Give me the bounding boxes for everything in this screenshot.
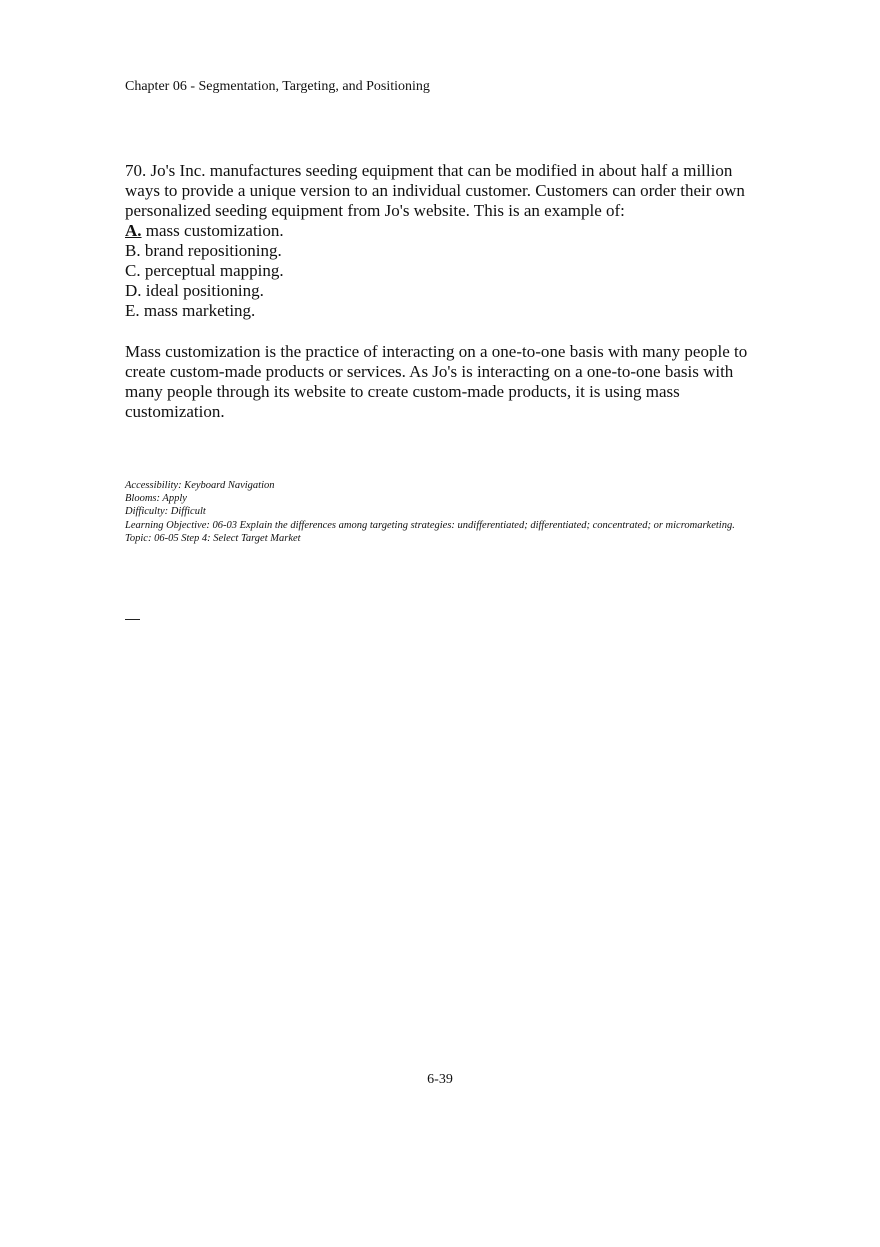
- option-d-text: ideal positioning.: [145, 281, 264, 300]
- question-metadata: [125, 479, 735, 545]
- question-text: Jo's Inc. manufactures seeding equipment that can be modified in about half a million ways to provide a unique version to an individual customer. Customers can order their own personalized seeding equipment from Jo's website. This is an example of:: [125, 161, 745, 220]
- meta-blooms: Blooms: Apply: [125, 493, 187, 505]
- option-b: [125, 241, 765, 261]
- meta-learning-objective: Learning Objective: 06-03 Explain the differences among targeting strategies: undifferentiated; differentiated; concentrated; or micromarketing.: [125, 519, 735, 531]
- meta-difficulty: Difficulty: Difficult: [125, 506, 206, 518]
- answer-options: [125, 221, 765, 321]
- question-number: 70.: [125, 161, 147, 180]
- page-number: 6-39: [427, 1072, 453, 1087]
- meta-accessibility: Accessibility: Keyboard Navigation: [125, 480, 275, 491]
- option-a-text: mass customization.: [145, 221, 284, 240]
- option-e-letter: E.: [125, 301, 140, 320]
- option-d: [125, 281, 765, 301]
- question-block: [125, 161, 765, 321]
- option-c: [125, 261, 765, 281]
- chapter-header: [125, 78, 430, 96]
- question-stem: [125, 161, 765, 221]
- chapter-title: Chapter 06 - Segmentation, Targeting, and Positioning: [125, 79, 430, 94]
- answer-explanation: Mass customization is the practice of interacting on a one-to-one basis with many people to create custom-made products or services. As Jo's is interacting on a one-to-one basis with many people through its website to create custom-made products, it is using mass customization.: [125, 342, 748, 421]
- meta-topic: Topic: 06-05 Step 4: Select Target Market: [125, 532, 301, 544]
- option-a: [125, 221, 765, 241]
- option-e-text: mass marketing.: [143, 301, 256, 320]
- separator-rule: [125, 619, 140, 620]
- option-d-letter: D.: [125, 281, 142, 300]
- option-e: [125, 301, 765, 321]
- option-b-letter: B.: [125, 241, 141, 260]
- option-a-letter: A.: [125, 221, 142, 240]
- option-c-letter: C.: [125, 261, 141, 280]
- option-c-text: perceptual mapping.: [144, 261, 284, 280]
- option-b-text: brand repositioning.: [144, 241, 282, 260]
